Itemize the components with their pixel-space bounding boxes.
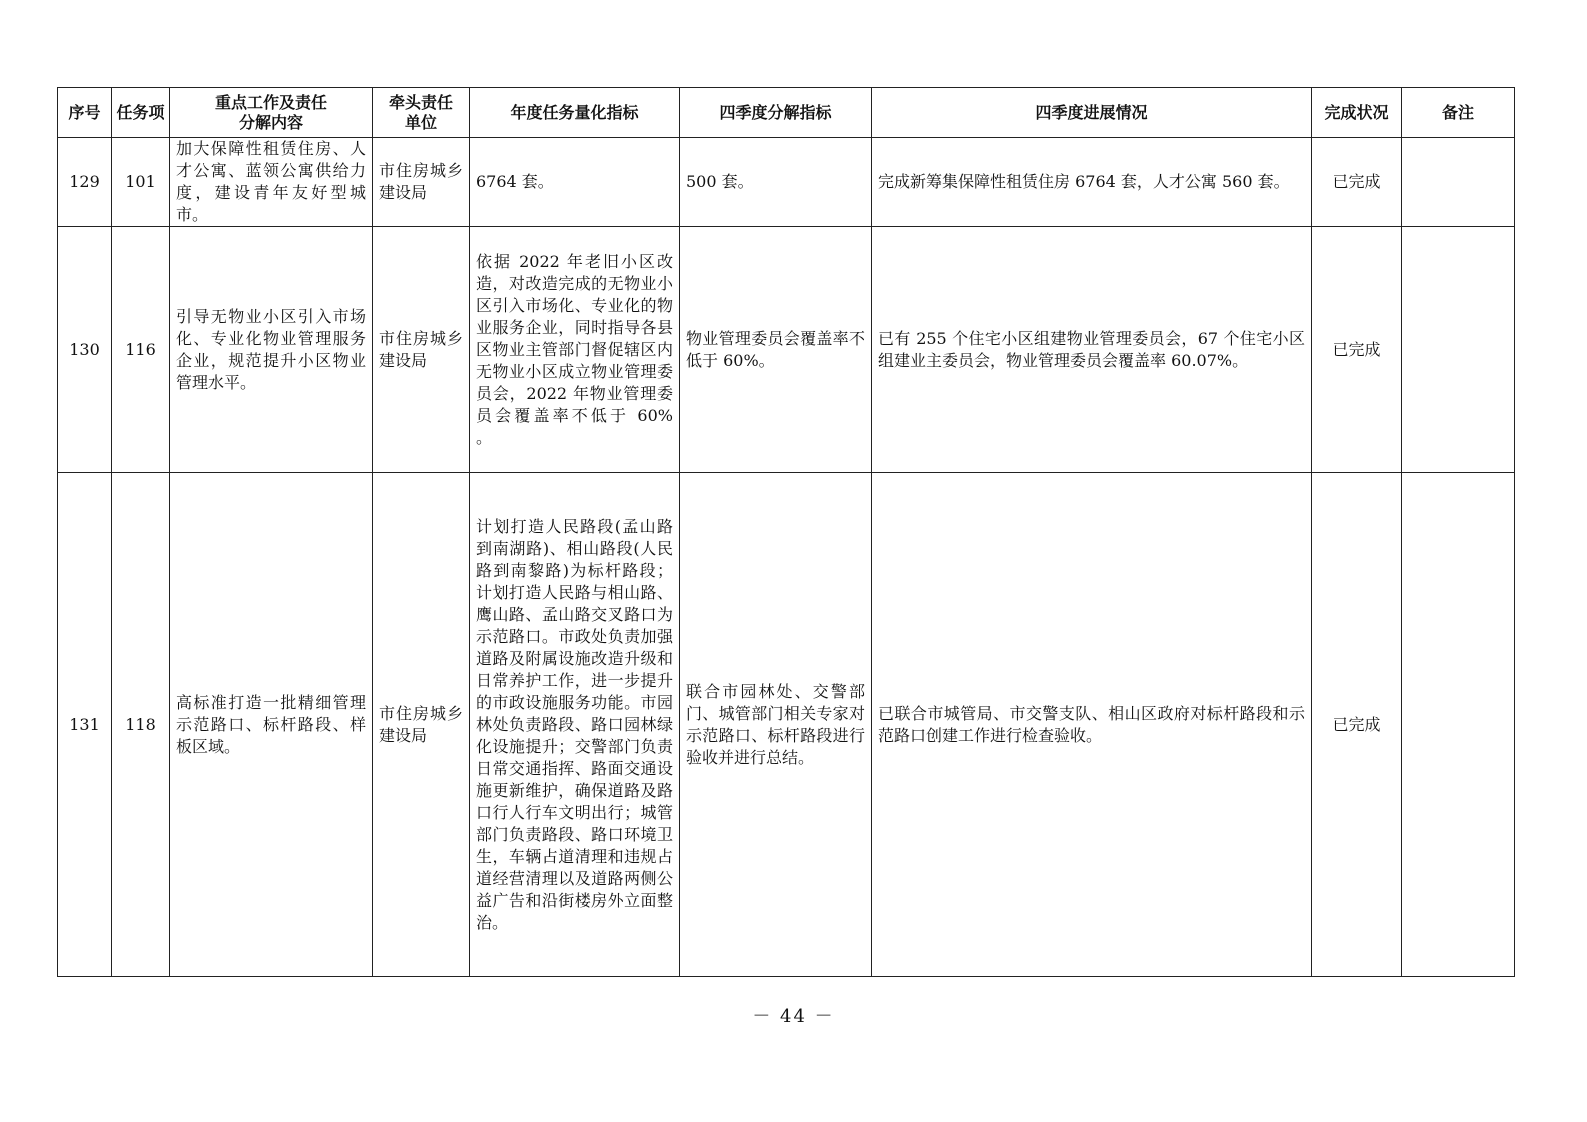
header-status: 完成状况 <box>1312 88 1402 138</box>
header-q4: 四季度分解指标 <box>680 88 872 138</box>
table-header-row <box>58 88 1515 138</box>
cell-work: 引导无物业小区引入市场化、专业化物业管理服务企业，规范提升小区物业管理水平。 <box>170 227 373 473</box>
cell-annual: 依据 2022 年老旧小区改造，对改造完成的无物业小区引入市场化、专业化的物业服务企业，同时指导各县区物业主管部门督促辖区内无物业小区成立物业管理委员会，2022 年物业管理委员会覆盖率不低于 60% 。 <box>470 227 680 473</box>
cell-status: 已完成 <box>1312 227 1402 473</box>
cell-task: 101 <box>112 138 170 227</box>
cell-seq: 130 <box>58 227 112 473</box>
cell-work: 加大保障性租赁住房、人才公寓、蓝领公寓供给力度，建设青年友好型城市。 <box>170 138 373 227</box>
table-row <box>58 138 1515 227</box>
header-lead: 牵头责任 单位 <box>373 88 470 138</box>
header-annual: 年度任务量化指标 <box>470 88 680 138</box>
cell-q4: 500 套。 <box>680 138 872 227</box>
cell-q4: 联合市园林处、交警部门、城管部门相关专家对示范路口、标杆路段进行验收并进行总结。 <box>680 473 872 977</box>
cell-remark <box>1402 227 1515 473</box>
cell-remark <box>1402 473 1515 977</box>
cell-task: 118 <box>112 473 170 977</box>
cell-status: 已完成 <box>1312 138 1402 227</box>
cell-work: 高标准打造一批精细管理示范路口、标杆路段、样板区域。 <box>170 473 373 977</box>
cell-task: 116 <box>112 227 170 473</box>
cell-remark <box>1402 138 1515 227</box>
cell-seq: 129 <box>58 138 112 227</box>
cell-lead: 市住房城乡建设局 <box>373 138 470 227</box>
cell-lead: 市住房城乡建设局 <box>373 473 470 977</box>
cell-annual: 计划打造人民路段(孟山路到南湖路)、相山路段(人民路到南黎路)为标杆路段；计划打造人民路与相山路、鹰山路、孟山路交叉路口为示范路口。市政处负责加强道路及附属设施改造升级和日常养护工作，进一步提升的市政设施服务功能。市园林处负责路段、路口园林绿化设施提升；交警部门负责日常交通指挥、路面交通设施更新维护，确保道路及路口行人行车文明出行；城管部门负责路段、路口环境卫生，车辆占道清理和违规占道经营清理以及道路两侧公益广告和沿街楼房外立面整治。 <box>470 473 680 977</box>
table-row <box>58 227 1515 473</box>
cell-annual: 6764 套。 <box>470 138 680 227</box>
cell-progress: 完成新筹集保障性租赁住房 6764 套，人才公寓 560 套。 <box>872 138 1312 227</box>
cell-status: 已完成 <box>1312 473 1402 977</box>
header-work: 重点工作及责任 分解内容 <box>170 88 373 138</box>
cell-q4: 物业管理委员会覆盖率不低于 60%。 <box>680 227 872 473</box>
cell-progress: 已联合市城管局、市交警支队、相山区政府对标杆路段和示范路口创建工作进行检查验收。 <box>872 473 1312 977</box>
table-row <box>58 473 1515 977</box>
header-progress: 四季度进展情况 <box>872 88 1312 138</box>
task-progress-table <box>57 87 1515 977</box>
header-seq: 序号 <box>58 88 112 138</box>
header-task: 任务项 <box>112 88 170 138</box>
page-number: － 44 － <box>752 1006 835 1027</box>
cell-seq: 131 <box>58 473 112 977</box>
cell-progress: 已有 255 个住宅小区组建物业管理委员会，67 个住宅小区组建业主委员会，物业管理委员会覆盖率 60.07%。 <box>872 227 1312 473</box>
cell-lead: 市住房城乡建设局 <box>373 227 470 473</box>
header-remark: 备注 <box>1402 88 1515 138</box>
